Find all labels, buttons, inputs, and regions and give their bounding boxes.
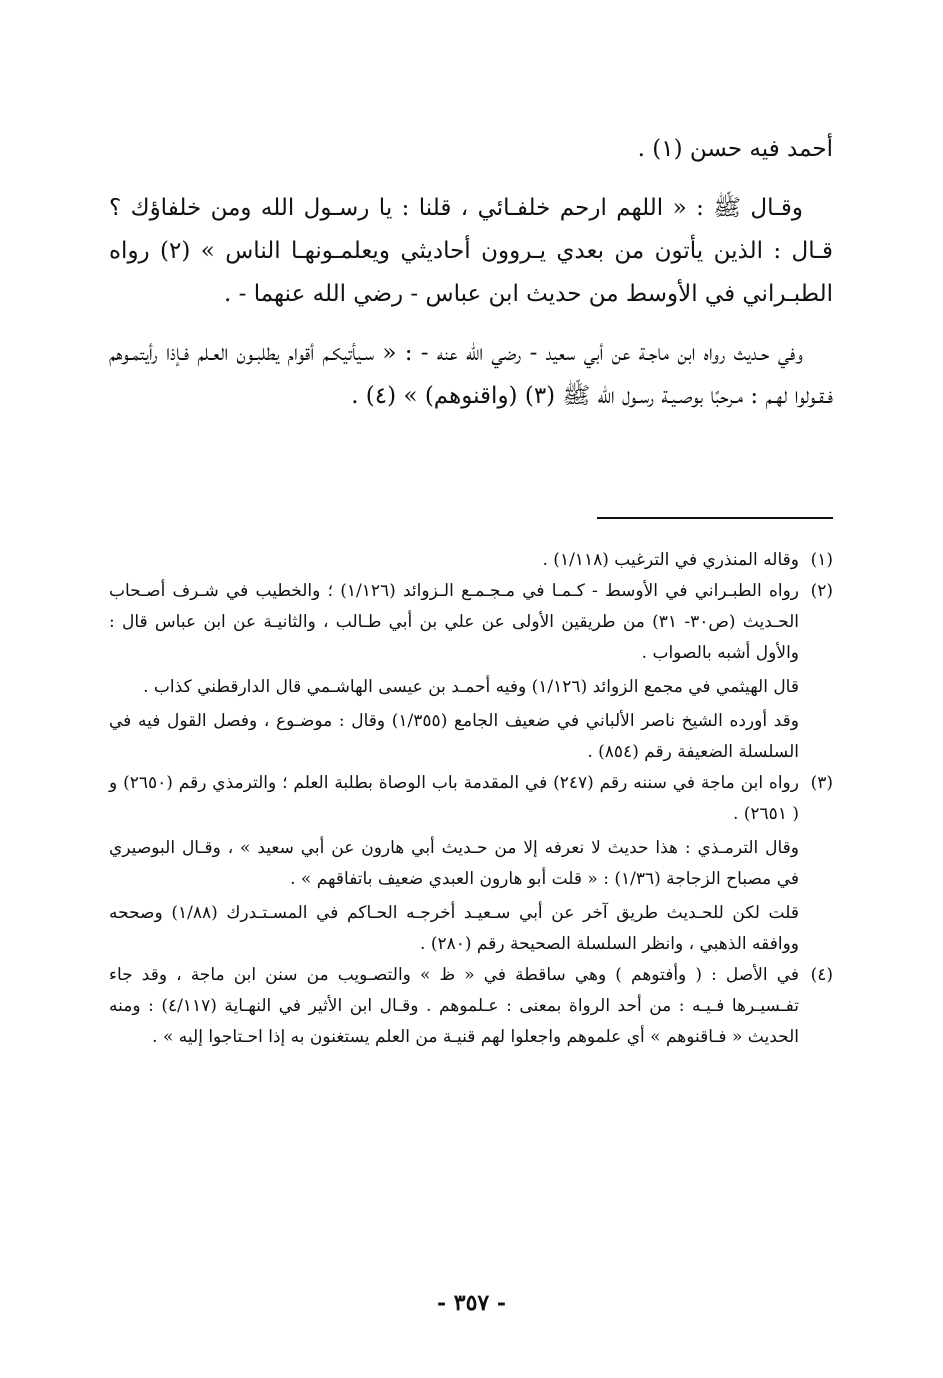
footnote-number: (٣): [810, 773, 833, 793]
footnote-paragraph: وقال الترمـذي : هذا حديث لا نعرفه إلا من حـديث أبي هارون عن أبي سعيد » ، وقـال البوصيري في مصباح الزجاجة (١/٣٦) : « قلت أبو هارون العبدي ضعيف باتفاقهم » .: [109, 838, 799, 889]
page-number: - ٣٥٧ -: [436, 1290, 507, 1316]
footnote-paragraph: وقاله المنذري في الترغيب (١/١١٨) .: [542, 550, 799, 570]
footnote-1: [109, 545, 833, 576]
main-paragraph-1: أحمد فيه حسن (١) .: [637, 136, 833, 162]
footnote-number: (٢): [810, 581, 833, 601]
footnote-body: [109, 576, 799, 768]
footnote-number: (٤): [810, 965, 833, 985]
footnote-paragraph: في الأصل : ( وأفتوهم ) وهي ساقطة في « ظ » والتصـويب من سنن ابن ماجة ، وقد جاء تفـسيـرها فـيـه : من أحد الرواة بمعنى : عـلموهم . وقـال ابن الأثير في النهـاية (٤/١١٧) : ومنه الحديث « فـاقنوهم » أي علموهم واجعلوا لهم قنيـة من العلم يستغنون به إذا احـتاجوا إليه » .: [109, 965, 799, 1047]
footnote-paragraph: رواه الطبـراني في الأوسط - كـمـا في مـجـمـع الـزوائد (١/١٢٦) ؛ والخطيب في شـرف أصـحاب الحـديث (ص٣٠- ٣١) من طريقين الأولى عن علي بن أبي طـالب ، والثانيـة عن ابن عباس قال : والأول أشبه بالصواب .: [109, 581, 799, 663]
footnote-3: [109, 768, 833, 960]
footnote-4: [109, 960, 833, 1053]
main-paragraph-2: وقـال ﷺ : « اللهم ارحم خلفـائي ، قلنا : يا رسـول الله ومن خلفاؤك ؟ قـال : الذين يأتون من بعدي يـروون أحاديثي ويعلمـونهـا الناس » (٢) رواه الطبـراني في الأوسط من حديث ابن عباس - رضي الله عنهما - .: [109, 195, 833, 307]
footnote-body: [109, 768, 799, 960]
footnote-paragraph: قال الهيثمي في مجمع الزوائد (١/١٢٦) وفيه أحمـد بن عيسى الهاشـمي قال الدارقطني كذاب .: [143, 677, 799, 697]
footnote-paragraph: رواه ابن ماجة في سننه رقم (٢٤٧) في المقدمة باب الوصاة بطلبة العلم ؛ والترمذي رقم (٢٦٥٠) و ( ٢٦٥١) .: [109, 773, 799, 824]
footnote-body: [109, 960, 799, 1053]
main-paragraph-3: وفي حـديث رواه ابن ماجـة عن أبي سعيد - رضي الله عنه - : « سـيأتيكـم أقوام يطلبـون العـلم فـإذا رأيتمـوهم فـقـولوا لهـم : مـرحبًا بوصـيـة رسـول الله ﷺ (٣) (واقنوهم) » (٤) .: [109, 340, 833, 409]
footnotes: [109, 545, 833, 1053]
footnote-body: [109, 545, 799, 576]
footnote-paragraph: وقد أورده الشيخ ناصر الألباني في ضعيف الجامع (١/٣٥٥) وقال : موضـوع ، وفصل القول فيه في السلسلة الضعيفة رقم (٨٥٤) .: [109, 711, 799, 762]
main-text: [109, 128, 833, 418]
footnote-separator: [597, 517, 833, 519]
footnote-number: (١): [810, 550, 833, 570]
footnote-2: [109, 576, 833, 768]
footnote-paragraph: قلت لكن للحـديث طريق آخر عن أبي سـعيـد أخرجـه الحـاكم في المسـتـدرك (١/٨٨) وصححه ووافقه الذهبي ، وانظر السلسلة الصحيحة رقم (٢٨٠) .: [109, 903, 799, 954]
